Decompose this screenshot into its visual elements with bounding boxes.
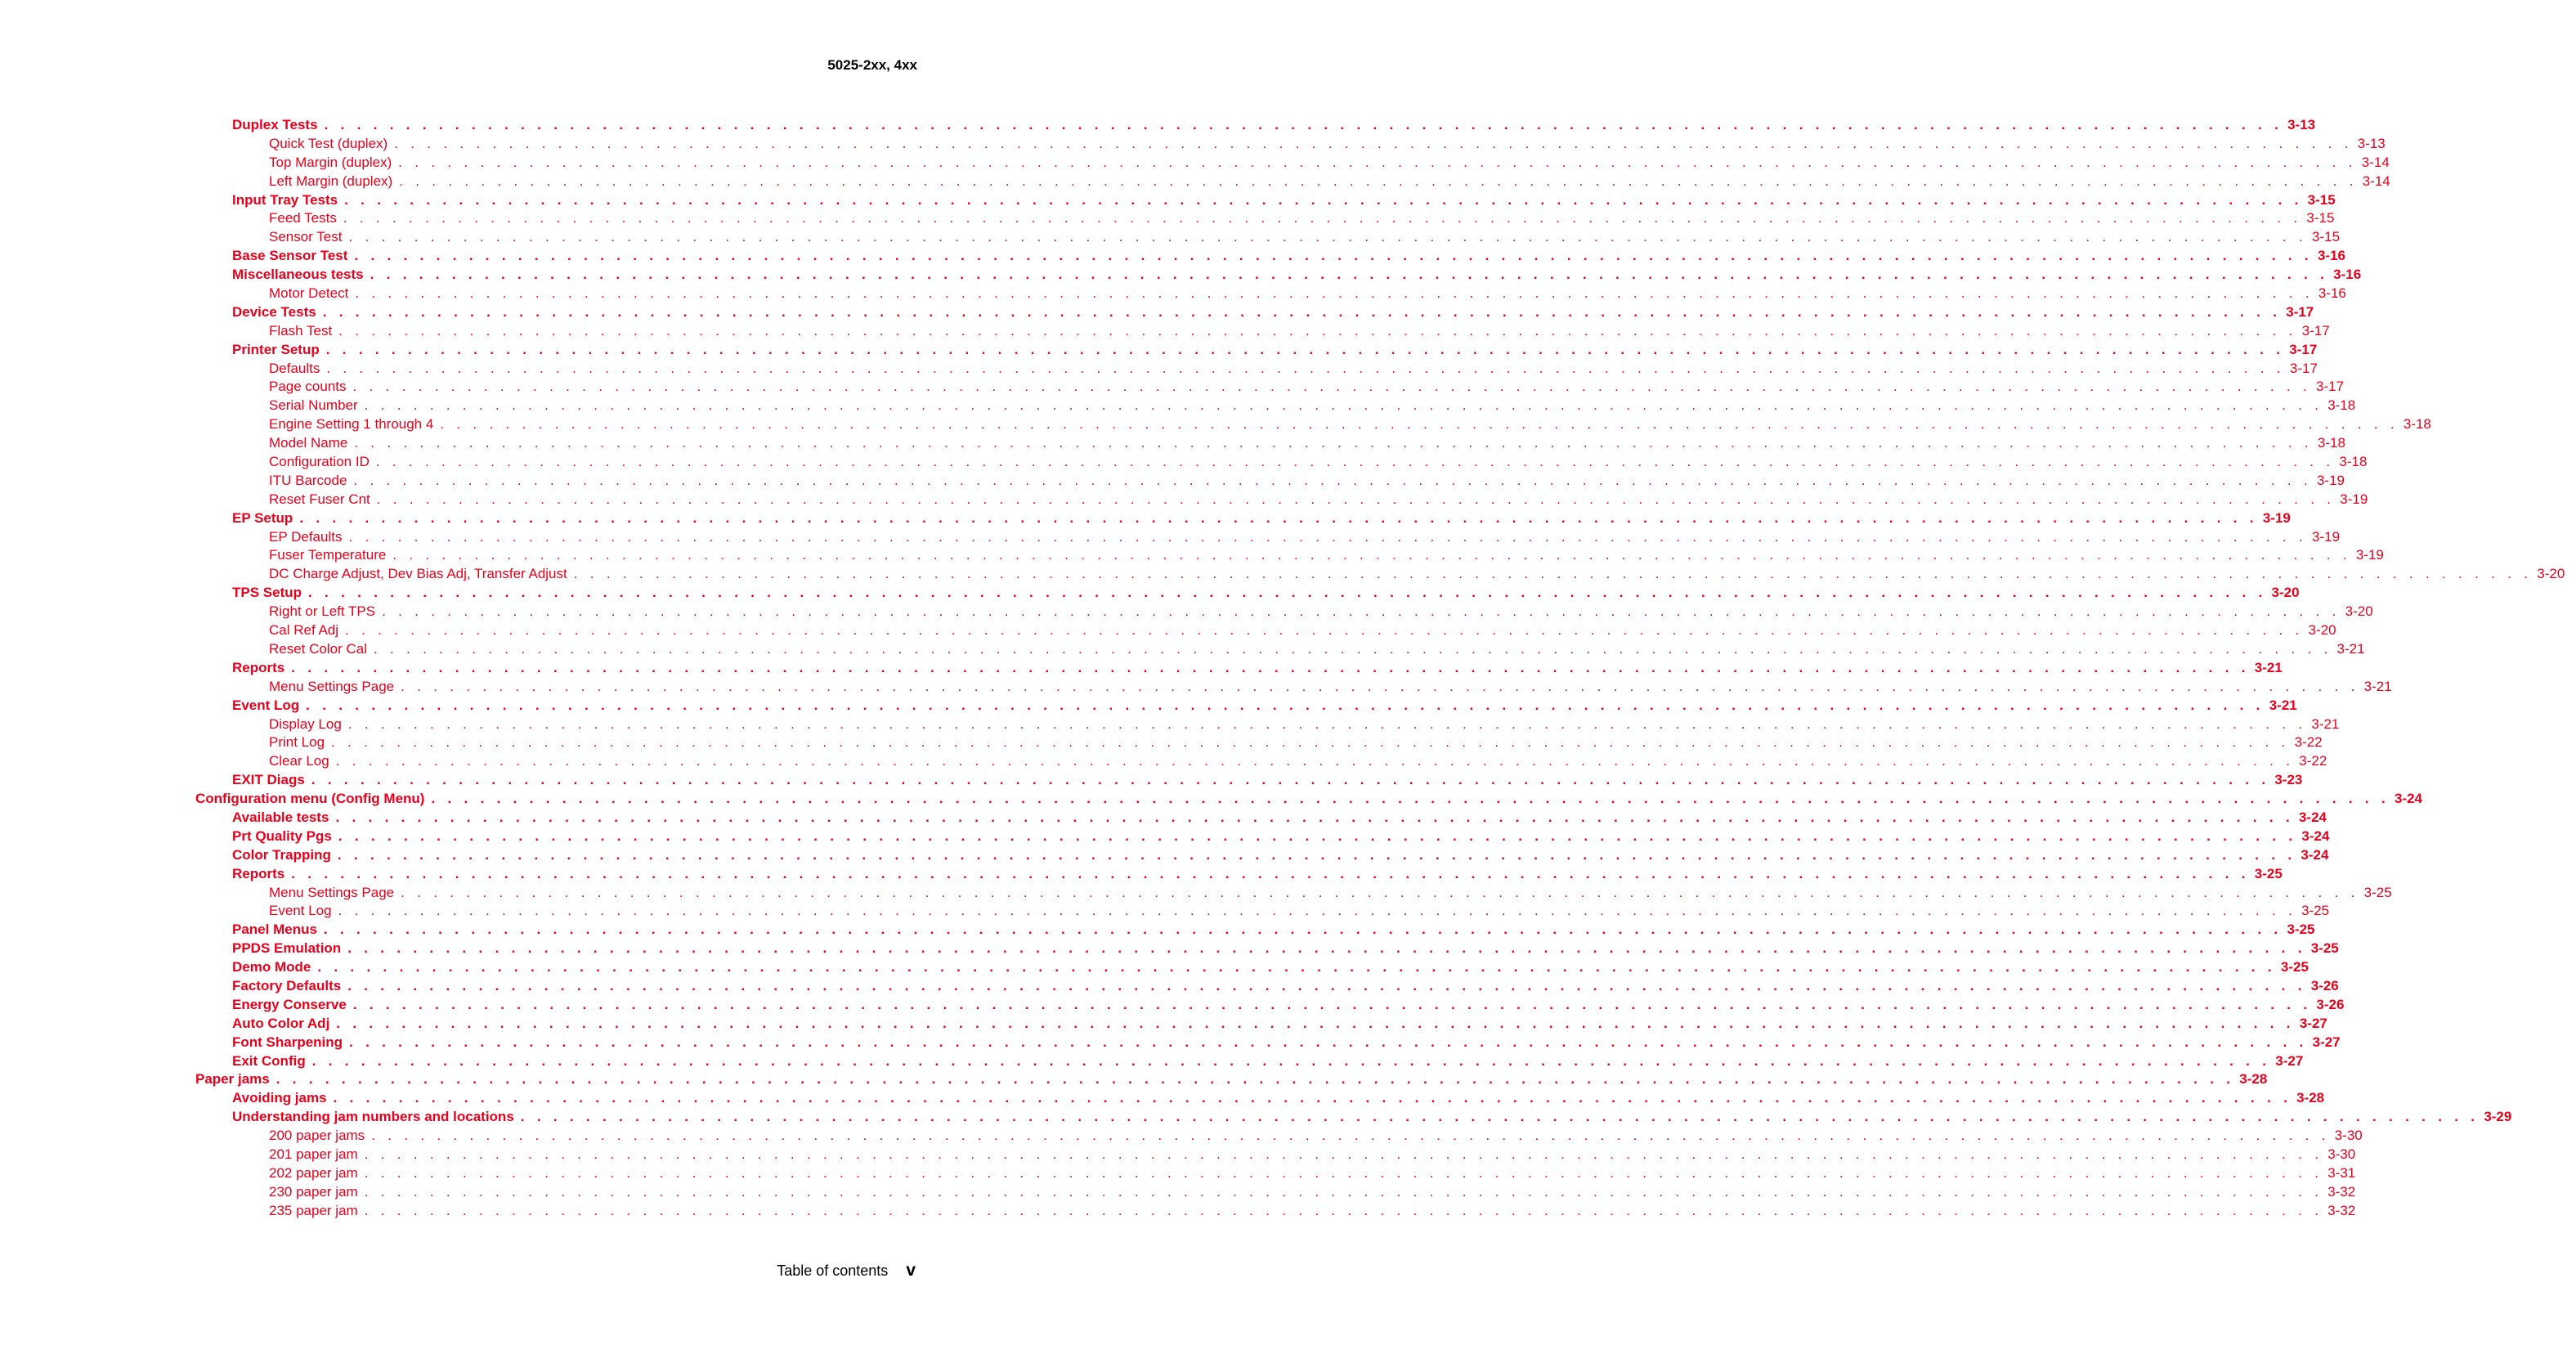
toc-dot-leader: . . . . . . . . . . . . . . . . . . . . . . . . . . . . . . . . . . . . . . . . . . . . . . . . . . . . . . . . . . . . . . . . . . . . . . . . . . . . . . . . . . . . . . . . . . . . . . . . . . . . . . . . . . . . . . . . . . . . . . . . [354,248,2313,264]
table-of-contents [0,116,2565,1221]
toc-entry[interactable] [0,846,2329,865]
toc-entry[interactable] [0,827,2330,846]
toc-dot-leader: . . . . . . . . . . . . . . . . . . . . . . . . . . . . . . . . . . . . . . . . . . . . . . . . . . . . . . . . . . . . . . . . . . . . . . . . . . . . . . . . . . . . . . . . . . . . . . . . . . . . . . . . . . . . . . . . . . . . . . . . [382,603,2341,620]
toc-entry-title: Clear Log [269,753,329,769]
toc-entry-title: Panel Menus [232,922,317,938]
toc-entry-title: Miscellaneous tests [232,267,364,283]
toc-entry-title: Flash Test [269,322,333,339]
toc-entry-page: 3-32 [2327,1183,2356,1200]
toc-entry-page: 3-25 [2280,959,2309,975]
toc-entry-title: 230 paper jam [269,1183,358,1200]
toc-entry-title: Quick Test (duplex) [269,135,388,151]
toc-entry-page: 3-25 [2254,865,2283,881]
toc-entry-title: Sensor Test [269,229,343,245]
toc-entry-title: Input Tray Tests [232,191,338,208]
toc-entry[interactable] [0,154,2390,173]
toc-entry[interactable] [0,173,2390,191]
toc-dot-leader: . . . . . . . . . . . . . . . . . . . . . . . . . . . . . . . . . . . . . . . . . . . . . . . . . . . . . . . . . . . . . . . . . . . . . . . . . . . . . . . . . . . . . . . . . . . . . . . . . . . . . . . . . . . . . . . . . . . . . . . . [338,322,2297,339]
toc-entry-title: Cal Ref Adj [269,622,339,639]
toc-dot-leader: . . . . . . . . . . . . . . . . . . . . . . . . . . . . . . . . . . . . . . . . . . . . . . . . . . . . . . . . . . . . . . . . . . . . . . . . . . . . . . . . . . . . . . . . . . . . . . . . . . . . . . . . . . . . . . . . . . . . . . . . [291,865,2250,881]
toc-dot-leader: . . . . . . . . . . . . . . . . . . . . . . . . . . . . . . . . . . . . . . . . . . . . . . . . . . . . . . . . . . . . . . . . . . . . . . . . . . . . . . . . . . . . . . . . . . . . . . . . . . . . . . . . . . . . . . . . . . . . . . . . [331,734,2290,751]
toc-entry[interactable] [0,546,2384,565]
toc-entry-title: Fuser Temperature [269,547,387,563]
toc-entry[interactable] [0,1202,2356,1221]
toc-dot-leader: . . . . . . . . . . . . . . . . . . . . . . . . . . . . . . . . . . . . . . . . . . . . . . . . . . . . . . . . . . . . . . . . . . . . . . . . . . . . . . . . . . . . . . . . . . . . . . . . . . . . . . . . . . . . . . . . . . . . . . . . [364,1202,2323,1218]
toc-entry-title: Paper jams [195,1071,270,1088]
toc-dot-leader: . . . . . . . . . . . . . . . . . . . . . . . . . . . . . . . . . . . . . . . . . . . . . . . . . . . . . . . . . . . . . . . . . . . . . . . . . . . . . . . . . . . . . . . . . . . . . . . . . . . . . . . . . . . . . . . . . . . . . . . . [352,379,2312,395]
toc-dot-leader: . . . . . . . . . . . . . . . . . . . . . . . . . . . . . . . . . . . . . . . . . . . . . . . . . . . . . . . . . . . . . . . . . . . . . . . . . . . . . . . . . . . . . . . . . . . . . . . . . . . . . . . . . . . . . . . . . . . . . . . . [394,135,2353,151]
toc-entry[interactable] [0,1015,2327,1034]
toc-entry-page: 3-15 [2306,210,2335,226]
toc-entry-page: 3-19 [2262,509,2291,526]
toc-entry[interactable] [0,360,2318,379]
toc-entry-page: 3-24 [2300,846,2329,863]
toc-dot-leader: . . . . . . . . . . . . . . . . . . . . . . . . . . . . . . . . . . . . . . . . . . . . . . . . . . . . . . . . . . . . . . . . . . . . . . . . . . . . . . . . . . . . . . . . . . . . . . . . . . . . . . . . . . . . . . . . . . . . . . . . [376,491,2336,507]
toc-dot-leader: . . . . . . . . . . . . . . . . . . . . . . . . . . . . . . . . . . . . . . . . . . . . . . . . . . . . . . . . . . . . . . . . . . . . . . . . . . . . . . . . . . . . . . . . . . . . . . . . . . . . . . . . . . . . . . . . . . . . . . . . [336,1015,2295,1031]
toc-dot-leader: . . . . . . . . . . . . . . . . . . . . . . . . . . . . . . . . . . . . . . . . . . . . . . . . . . . . . . . . . . . . . . . . . . . . . . . . . . . . . . . . . . . . . . . . . . . . . . . . . . . . . . . . . . . . . . . . . . . . . . . . [573,566,2533,582]
toc-entry-page: 3-19 [2312,528,2341,545]
toc-entry-page: 3-28 [2239,1071,2268,1088]
toc-dot-leader: . . . . . . . . . . . . . . . . . . . . . . . . . . . . . . . . . . . . . . . . . . . . . . . . . . . . . . . . . . . . . . . . . . . . . . . . . . . . . . . . . . . . . . . . . . . . . . . . . . . . . . . . . . . . . . . . . . . . . . . . [306,697,2265,713]
toc-dot-leader: . . . . . . . . . . . . . . . . . . . . . . . . . . . . . . . . . . . . . . . . . . . . . . . . . . . . . . . . . . . . . . . . . . . . . . . . . . . . . . . . . . . . . . . . . . . . . . . . . . . . . . . . . . . . . . . . . . . . . . . . [311,1052,2271,1069]
toc-entry-title: 235 paper jam [269,1202,358,1218]
toc-dot-leader: . . . . . . . . . . . . . . . . . . . . . . . . . . . . . . . . . . . . . . . . . . . . . . . . . . . . . . . . . . . . . . . . . . . . . . . . . . . . . . . . . . . . . . . . . . . . . . . . . . . . . . . . . . . . . . . . . . . . . . . . [520,1109,2480,1125]
toc-dot-leader: . . . . . . . . . . . . . . . . . . . . . . . . . . . . . . . . . . . . . . . . . . . . . . . . . . . . . . . . . . . . . . . . . . . . . . . . . . . . . . . . . . . . . . . . . . . . . . . . . . . . . . . . . . . . . . . . . . . . . . . . [323,922,2283,938]
toc-entry[interactable] [0,809,2327,827]
toc-entry-title: Printer Setup [232,341,320,357]
toc-entry-page: 3-22 [2294,734,2323,751]
toc-entry[interactable] [0,958,2309,977]
toc-entry-page: 3-14 [2362,173,2390,189]
toc-entry-page: 3-20 [2308,622,2336,639]
toc-entry-title: Understanding jam numbers and locations [232,1109,514,1125]
toc-entry-title: Reset Color Cal [269,640,367,657]
toc-entry[interactable] [0,135,2386,154]
footer-label: Table of contents [777,1263,889,1279]
toc-entry-page: 3-18 [2327,397,2356,414]
toc-entry-title: Auto Color Adj [232,1015,330,1031]
toc-dot-leader: . . . . . . . . . . . . . . . . . . . . . . . . . . . . . . . . . . . . . . . . . . . . . . . . . . . . . . . . . . . . . . . . . . . . . . . . . . . . . . . . . . . . . . . . . . . . . . . . . . . . . . . . . . . . . . . . . . . . . . . . [355,285,2314,302]
toc-dot-leader: . . . . . . . . . . . . . . . . . . . . . . . . . . . . . . . . . . . . . . . . . . . . . . . . . . . . . . . . . . . . . . . . . . . . . . . . . . . . . . . . . . . . . . . . . . . . . . . . . . . . . . . . . . . . . . . . . . . . . . . . [354,435,2313,451]
toc-entry[interactable] [0,940,2339,958]
toc-dot-leader: . . . . . . . . . . . . . . . . . . . . . . . . . . . . . . . . . . . . . . . . . . . . . . . . . . . . . . . . . . . . . . . . . . . . . . . . . . . . . . . . . . . . . . . . . . . . . . . . . . . . . . . . . . . . . . . . . . . . . . . . [322,303,2282,320]
toc-entry-title: Menu Settings Page [269,884,395,900]
toc-dot-leader: . . . . . . . . . . . . . . . . . . . . . . . . . . . . . . . . . . . . . . . . . . . . . . . . . . . . . . . . . . . . . . . . . . . . . . . . . . . . . . . . . . . . . . . . . . . . . . . . . . . . . . . . . . . . . . . . . . . . . . . . [364,1146,2323,1162]
toc-entry-page: 3-26 [2316,996,2345,1012]
toc-dot-leader: . . . . . . . . . . . . . . . . . . . . . . . . . . . . . . . . . . . . . . . . . . . . . . . . . . . . . . . . . . . . . . . . . . . . . . . . . . . . . . . . . . . . . . . . . . . . . . . . . . . . . . . . . . . . . . . . . . . . . . . . [317,959,2276,975]
toc-entry-page: 3-21 [2363,678,2392,694]
toc-dot-leader: . . . . . . . . . . . . . . . . . . . . . . . . . . . . . . . . . . . . . . . . . . . . . . . . . . . . . . . . . . . . . . . . . . . . . . . . . . . . . . . . . . . . . . . . . . . . . . . . . . . . . . . . . . . . . . . . . . . . . . . . [326,360,2285,376]
toc-entry-title: Reset Fuser Cnt [269,491,370,507]
toc-entry[interactable] [0,565,2565,584]
toc-entry[interactable] [0,921,2315,940]
toc-dot-leader: . . . . . . . . . . . . . . . . . . . . . . . . . . . . . . . . . . . . . . . . . . . . . . . . . . . . . . . . . . . . . . . . . . . . . . . . . . . . . . . . . . . . . . . . . . . . . . . . . . . . . . . . . . . . . . . . . . . . . . . . [349,1034,2308,1050]
toc-dot-leader: . . . . . . . . . . . . . . . . . . . . . . . . . . . . . . . . . . . . . . . . . . . . . . . . . . . . . . . . . . . . . . . . . . . . . . . . . . . . . . . . . . . . . . . . . . . . . . . . . . . . . . . . . . . . . . . . . . . . . . . . [352,996,2312,1012]
toc-entry[interactable] [0,285,2346,303]
toc-dot-leader: . . . . . . . . . . . . . . . . . . . . . . . . . . . . . . . . . . . . . . . . . . . . . . . . . . . . . . . . . . . . . . . . . . . . . . . . . . . . . . . . . . . . . . . . . . . . . . . . . . . . . . . . . . . . . . . . . . . . . . . . [343,210,2302,226]
toc-entry-page: 3-20 [2345,603,2373,620]
toc-entry-page: 3-27 [2312,1034,2341,1050]
toc-entry-page: 3-15 [2312,229,2341,245]
toc-entry-page: 3-21 [2254,659,2283,675]
toc-entry[interactable] [0,191,2336,210]
toc-entry[interactable] [0,397,2356,415]
toc-entry-title: Demo Mode [232,959,311,975]
toc-entry-title: Display Log [269,715,342,732]
toc-entry-title: Reports [232,865,285,881]
toc-entry-page: 3-15 [2307,191,2336,208]
toc-entry-page: 3-17 [2301,322,2330,339]
page-footer [777,1261,916,1280]
toc-entry-page: 3-21 [2311,715,2340,732]
toc-entry-title: Configuration ID [269,454,370,470]
toc-dot-leader: . . . . . . . . . . . . . . . . . . . . . . . . . . . . . . . . . . . . . . . . . . . . . . . . . . . . . . . . . . . . . . . . . . . . . . . . . . . . . . . . . . . . . . . . . . . . . . . . . . . . . . . . . . . . . . . . . . . . . . . . [440,416,2399,433]
toc-entry[interactable] [0,1034,2341,1052]
toc-entry-page: 3-16 [2317,248,2345,264]
toc-entry-title: Font Sharpening [232,1034,343,1050]
toc-entry-page: 3-17 [2286,303,2314,320]
toc-entry-title: Color Trapping [232,846,331,863]
toc-entry-page: 3-18 [2403,416,2431,433]
toc-entry[interactable] [0,453,2368,472]
toc-entry-page: 3-21 [2269,697,2297,713]
toc-dot-leader: . . . . . . . . . . . . . . . . . . . . . . . . . . . . . . . . . . . . . . . . . . . . . . . . . . . . . . . . . . . . . . . . . . . . . . . . . . . . . . . . . . . . . . . . . . . . . . . . . . . . . . . . . . . . . . . . . . . . . . . . [348,528,2307,545]
toc-entry-title: DC Charge Adjust, Dev Bias Adj, Transfer Adjust [269,566,567,582]
page-header-model: 5025-2xx, 4xx [827,57,917,73]
toc-entry-page: 3-20 [2271,585,2300,601]
toc-entry-title: Right or Left TPS [269,603,376,620]
toc-entry[interactable] [0,1127,2363,1146]
toc-entry-page: 3-19 [2340,491,2368,507]
toc-entry-title: Exit Config [232,1052,306,1069]
toc-dot-leader: . . . . . . . . . . . . . . . . . . . . . . . . . . . . . . . . . . . . . . . . . . . . . . . . . . . . . . . . . . . . . . . . . . . . . . . . . . . . . . . . . . . . . . . . . . . . . . . . . . . . . . . . . . . . . . . . . . . . . . . . [335,753,2295,769]
toc-entry-page: 3-27 [2299,1015,2327,1031]
toc-entry[interactable] [0,116,2316,135]
toc-entry-title: Configuration menu (Config Menu) [195,791,425,807]
toc-entry[interactable] [0,1052,2304,1071]
toc-entry[interactable] [0,1183,2356,1202]
toc-entry-title: Energy Conserve [232,996,347,1012]
toc-dot-leader: . . . . . . . . . . . . . . . . . . . . . . . . . . . . . . . . . . . . . . . . . . . . . . . . . . . . . . . . . . . . . . . . . . . . . . . . . . . . . . . . . . . . . . . . . . . . . . . . . . . . . . . . . . . . . . . . . . . . . . . . [345,622,2304,639]
toc-entry-title: 201 paper jam [269,1146,358,1162]
toc-entry-title: Base Sensor Test [232,248,348,264]
toc-entry[interactable] [0,884,2392,903]
toc-entry[interactable] [0,1070,2268,1089]
toc-entry-title: Print Log [269,734,325,751]
toc-entry-title: Factory Defaults [232,977,342,993]
toc-entry[interactable] [0,415,2431,434]
toc-entry-page: 3-17 [2289,341,2318,357]
toc-dot-leader: . . . . . . . . . . . . . . . . . . . . . . . . . . . . . . . . . . . . . . . . . . . . . . . . . . . . . . . . . . . . . . . . . . . . . . . . . . . . . . . . . . . . . . . . . . . . . . . . . . . . . . . . . . . . . . . . . . . . . . . . [399,173,2358,189]
toc-dot-leader: . . . . . . . . . . . . . . . . . . . . . . . . . . . . . . . . . . . . . . . . . . . . . . . . . . . . . . . . . . . . . . . . . . . . . . . . . . . . . . . . . . . . . . . . . . . . . . . . . . . . . . . . . . . . . . . . . . . . . . . . [371,1128,2330,1144]
toc-entry-title: Engine Setting 1 through 4 [269,416,434,433]
toc-dot-leader: . . . . . . . . . . . . . . . . . . . . . . . . . . . . . . . . . . . . . . . . . . . . . . . . . . . . . . . . . . . . . . . . . . . . . . . . . . . . . . . . . . . . . . . . . . . . . . . . . . . . . . . . . . . . . . . . . . . . . . . . [347,977,2306,993]
toc-entry[interactable] [0,715,2340,734]
toc-entry-title: Duplex Tests [232,117,318,132]
toc-entry[interactable] [0,303,2314,322]
toc-entry[interactable] [0,509,2291,528]
toc-entry[interactable] [0,491,2368,509]
toc-entry-title: 200 paper jams [269,1128,365,1144]
toc-entry-title: Feed Tests [269,210,337,226]
toc-entry-title: Left Margin (duplex) [269,173,393,189]
toc-entry[interactable] [0,434,2345,453]
toc-entry[interactable] [0,771,2303,790]
toc-entry-title: Page counts [269,379,347,395]
toc-entry[interactable] [0,752,2327,771]
toc-entry-title: Reports [232,659,285,675]
toc-entry-page: 3-27 [2275,1052,2304,1069]
toc-entry[interactable] [0,865,2283,884]
toc-entry-page: 3-19 [2355,547,2384,563]
toc-entry-page: 3-24 [2394,791,2423,807]
toc-dot-leader: . . . . . . . . . . . . . . . . . . . . . . . . . . . . . . . . . . . . . . . . . . . . . . . . . . . . . . . . . . . . . . . . . . . . . . . . . . . . . . . . . . . . . . . . . . . . . . . . . . . . . . . . . . . . . . . . . . . . . . . . [364,1183,2323,1200]
toc-entry-page: 3-30 [2334,1128,2363,1144]
toc-entry-page: 3-21 [2336,640,2365,657]
toc-entry[interactable] [0,472,2345,491]
toc-entry[interactable] [0,640,2365,659]
toc-entry-page: 3-20 [2537,566,2565,582]
toc-dot-leader: . . . . . . . . . . . . . . . . . . . . . . . . . . . . . . . . . . . . . . . . . . . . . . . . . . . . . . . . . . . . . . . . . . . . . . . . . . . . . . . . . . . . . . . . . . . . . . . . . . . . . . . . . . . . . . . . . . . . . . . . [370,267,2329,283]
toc-dot-leader: . . . . . . . . . . . . . . . . . . . . . . . . . . . . . . . . . . . . . . . . . . . . . . . . . . . . . . . . . . . . . . . . . . . . . . . . . . . . . . . . . . . . . . . . . . . . . . . . . . . . . . . . . . . . . . . . . . . . . . . . [375,454,2335,470]
toc-entry-page: 3-29 [2484,1109,2512,1125]
toc-entry-page: 3-13 [2287,117,2316,132]
toc-dot-leader: . . . . . . . . . . . . . . . . . . . . . . . . . . . . . . . . . . . . . . . . . . . . . . . . . . . . . . . . . . . . . . . . . . . . . . . . . . . . . . . . . . . . . . . . . . . . . . . . . . . . . . . . . . . . . . . . . . . . . . . . [324,117,2283,132]
toc-entry-page: 3-22 [2299,753,2327,769]
toc-dot-leader: . . . . . . . . . . . . . . . . . . . . . . . . . . . . . . . . . . . . . . . . . . . . . . . . . . . . . . . . . . . . . . . . . . . . . . . . . . . . . . . . . . . . . . . . . . . . . . . . . . . . . . . . . . . . . . . . . . . . . . . . [392,547,2351,563]
toc-dot-leader: . . . . . . . . . . . . . . . . . . . . . . . . . . . . . . . . . . . . . . . . . . . . . . . . . . . . . . . . . . . . . . . . . . . . . . . . . . . . . . . . . . . . . . . . . . . . . . . . . . . . . . . . . . . . . . . . . . . . . . . . [398,154,2357,170]
toc-entry-page: 3-25 [2301,903,2330,919]
toc-dot-leader: . . . . . . . . . . . . . . . . . . . . . . . . . . . . . . . . . . . . . . . . . . . . . . . . . . . . . . . . . . . . . . . . . . . . . . . . . . . . . . . . . . . . . . . . . . . . . . . . . . . . . . . . . . . . . . . . . . . . . . . . [276,1071,2235,1088]
toc-dot-leader: . . . . . . . . . . . . . . . . . . . . . . . . . . . . . . . . . . . . . . . . . . . . . . . . . . . . . . . . . . . . . . . . . . . . . . . . . . . . . . . . . . . . . . . . . . . . . . . . . . . . . . . . . . . . . . . . . . . . . . . . [299,509,2258,526]
toc-entry[interactable] [0,1146,2356,1164]
toc-entry-page: 3-16 [2318,285,2346,302]
toc-entry[interactable] [0,378,2345,397]
toc-entry-page: 3-31 [2327,1164,2356,1181]
toc-entry-page: 3-28 [2296,1090,2325,1106]
toc-entry[interactable] [0,996,2345,1015]
toc-entry[interactable] [0,1089,2325,1108]
toc-entry-title: Prt Quality Pgs [232,827,332,844]
toc-dot-leader: . . . . . . . . . . . . . . . . . . . . . . . . . . . . . . . . . . . . . . . . . . . . . . . . . . . . . . . . . . . . . . . . . . . . . . . . . . . . . . . . . . . . . . . . . . . . . . . . . . . . . . . . . . . . . . . . . . . . . . . . [348,229,2307,245]
toc-entry[interactable] [0,621,2336,640]
toc-entry-title: EP Setup [232,509,293,526]
toc-entry[interactable] [0,733,2323,752]
toc-entry-title: ITU Barcode [269,472,347,488]
toc-entry-page: 3-26 [2310,977,2339,993]
toc-entry-page: 3-18 [2317,435,2345,451]
toc-dot-leader: . . . . . . . . . . . . . . . . . . . . . . . . . . . . . . . . . . . . . . . . . . . . . . . . . . . . . . . . . . . . . . . . . . . . . . . . . . . . . . . . . . . . . . . . . . . . . . . . . . . . . . . . . . . . . . . . . . . . . . . . [353,472,2312,488]
toc-entry-page: 3-32 [2327,1202,2356,1218]
toc-entry-title: TPS Setup [232,585,302,601]
toc-dot-leader: . . . . . . . . . . . . . . . . . . . . . . . . . . . . . . . . . . . . . . . . . . . . . . . . . . . . . . . . . . . . . . . . . . . . . . . . . . . . . . . . . . . . . . . . . . . . . . . . . . . . . . . . . . . . . . . . . . . . . . . . [337,846,2296,863]
toc-entry[interactable] [0,659,2283,678]
toc-entry[interactable] [0,228,2341,247]
toc-dot-leader: . . . . . . . . . . . . . . . . . . . . . . . . . . . . . . . . . . . . . . . . . . . . . . . . . . . . . . . . . . . . . . . . . . . . . . . . . . . . . . . . . . . . . . . . . . . . . . . . . . . . . . . . . . . . . . . . . . . . . . . . [333,1090,2292,1106]
toc-dot-leader: . . . . . . . . . . . . . . . . . . . . . . . . . . . . . . . . . . . . . . . . . . . . . . . . . . . . . . . . . . . . . . . . . . . . . . . . . . . . . . . . . . . . . . . . . . . . . . . . . . . . . . . . . . . . . . . . . . . . . . . . [431,791,2390,807]
toc-entry-title: Defaults [269,360,320,376]
toc-entry[interactable] [0,790,2423,809]
toc-entry[interactable] [0,902,2330,921]
toc-entry-title: Top Margin (duplex) [269,154,392,170]
toc-entry-page: 3-24 [2301,827,2330,844]
toc-dot-leader: . . . . . . . . . . . . . . . . . . . . . . . . . . . . . . . . . . . . . . . . . . . . . . . . . . . . . . . . . . . . . . . . . . . . . . . . . . . . . . . . . . . . . . . . . . . . . . . . . . . . . . . . . . . . . . . . . . . . . . . . [364,397,2323,414]
toc-dot-leader: . . . . . . . . . . . . . . . . . . . . . . . . . . . . . . . . . . . . . . . . . . . . . . . . . . . . . . . . . . . . . . . . . . . . . . . . . . . . . . . . . . . . . . . . . . . . . . . . . . . . . . . . . . . . . . . . . . . . . . . . [347,715,2307,732]
toc-dot-leader: . . . . . . . . . . . . . . . . . . . . . . . . . . . . . . . . . . . . . . . . . . . . . . . . . . . . . . . . . . . . . . . . . . . . . . . . . . . . . . . . . . . . . . . . . . . . . . . . . . . . . . . . . . . . . . . . . . . . . . . . [291,659,2250,675]
toc-dot-leader: . . . . . . . . . . . . . . . . . . . . . . . . . . . . . . . . . . . . . . . . . . . . . . . . . . . . . . . . . . . . . . . . . . . . . . . . . . . . . . . . . . . . . . . . . . . . . . . . . . . . . . . . . . . . . . . . . . . . . . . . [401,678,2359,694]
toc-dot-leader: . . . . . . . . . . . . . . . . . . . . . . . . . . . . . . . . . . . . . . . . . . . . . . . . . . . . . . . . . . . . . . . . . . . . . . . . . . . . . . . . . . . . . . . . . . . . . . . . . . . . . . . . . . . . . . . . . . . . . . . . [335,809,2294,825]
toc-dot-leader: . . . . . . . . . . . . . . . . . . . . . . . . . . . . . . . . . . . . . . . . . . . . . . . . . . . . . . . . . . . . . . . . . . . . . . . . . . . . . . . . . . . . . . . . . . . . . . . . . . . . . . . . . . . . . . . . . . . . . . . . [347,940,2306,957]
toc-entry-page: 3-25 [2287,922,2315,938]
toc-dot-leader: . . . . . . . . . . . . . . . . . . . . . . . . . . . . . . . . . . . . . . . . . . . . . . . . . . . . . . . . . . . . . . . . . . . . . . . . . . . . . . . . . . . . . . . . . . . . . . . . . . . . . . . . . . . . . . . . . . . . . . . . [308,585,2267,601]
toc-entry[interactable] [0,341,2318,360]
toc-entry[interactable] [0,1108,2512,1127]
toc-entry[interactable] [0,584,2300,603]
toc-entry-page: 3-30 [2327,1146,2356,1162]
toc-entry-page: 3-13 [2357,135,2386,151]
toc-entry[interactable] [0,697,2297,715]
toc-entry-page: 3-17 [2289,360,2318,376]
toc-dot-leader: . . . . . . . . . . . . . . . . . . . . . . . . . . . . . . . . . . . . . . . . . . . . . . . . . . . . . . . . . . . . . . . . . . . . . . . . . . . . . . . . . . . . . . . . . . . . . . . . . . . . . . . . . . . . . . . . . . . . . . . . [344,191,2303,208]
toc-dot-leader: . . . . . . . . . . . . . . . . . . . . . . . . . . . . . . . . . . . . . . . . . . . . . . . . . . . . . . . . . . . . . . . . . . . . . . . . . . . . . . . . . . . . . . . . . . . . . . . . . . . . . . . . . . . . . . . . . . . . . . . . [311,772,2270,788]
toc-entry-page: 3-23 [2274,772,2303,788]
toc-entry[interactable] [0,266,2362,285]
toc-dot-leader: . . . . . . . . . . . . . . . . . . . . . . . . . . . . . . . . . . . . . . . . . . . . . . . . . . . . . . . . . . . . . . . . . . . . . . . . . . . . . . . . . . . . . . . . . . . . . . . . . . . . . . . . . . . . . . . . . . . . . . . . [401,884,2359,900]
toc-entry-title: Model Name [269,435,348,451]
toc-entry-page: 3-25 [2363,884,2392,900]
toc-entry[interactable] [0,209,2335,228]
toc-dot-leader: . . . . . . . . . . . . . . . . . . . . . . . . . . . . . . . . . . . . . . . . . . . . . . . . . . . . . . . . . . . . . . . . . . . . . . . . . . . . . . . . . . . . . . . . . . . . . . . . . . . . . . . . . . . . . . . . . . . . . . . . [374,640,2332,657]
toc-entry-title: Menu Settings Page [269,678,395,694]
toc-entry[interactable] [0,603,2373,621]
toc-entry[interactable] [0,322,2330,341]
toc-entry-title: Event Log [269,903,332,919]
toc-entry-page: 3-16 [2333,267,2362,283]
toc-entry-title: Device Tests [232,303,316,320]
toc-entry-title: EXIT Diags [232,772,305,788]
toc-entry-title: Motor Detect [269,285,349,302]
toc-entry-title: Serial Number [269,397,358,414]
toc-entry-page: 3-17 [2316,379,2345,395]
toc-entry-title: PPDS Emulation [232,940,342,957]
toc-entry-page: 3-14 [2361,154,2390,170]
toc-entry-title: EP Defaults [269,528,343,545]
toc-entry-page: 3-25 [2310,940,2339,957]
toc-entry[interactable] [0,678,2392,697]
toc-dot-leader: . . . . . . . . . . . . . . . . . . . . . . . . . . . . . . . . . . . . . . . . . . . . . . . . . . . . . . . . . . . . . . . . . . . . . . . . . . . . . . . . . . . . . . . . . . . . . . . . . . . . . . . . . . . . . . . . . . . . . . . . [338,903,2297,919]
toc-entry-page: 3-24 [2298,809,2327,825]
toc-entry[interactable] [0,247,2345,266]
toc-entry[interactable] [0,977,2339,996]
footer-page-number: v [906,1261,916,1280]
toc-entry-page: 3-19 [2316,472,2345,488]
toc-dot-leader: . . . . . . . . . . . . . . . . . . . . . . . . . . . . . . . . . . . . . . . . . . . . . . . . . . . . . . . . . . . . . . . . . . . . . . . . . . . . . . . . . . . . . . . . . . . . . . . . . . . . . . . . . . . . . . . . . . . . . . . . [338,827,2297,844]
toc-entry-title: Avoiding jams [232,1090,327,1106]
toc-entry-title: Event Log [232,697,300,713]
toc-entry[interactable] [0,1164,2356,1183]
toc-entry-title: Available tests [232,809,329,825]
toc-dot-leader: . . . . . . . . . . . . . . . . . . . . . . . . . . . . . . . . . . . . . . . . . . . . . . . . . . . . . . . . . . . . . . . . . . . . . . . . . . . . . . . . . . . . . . . . . . . . . . . . . . . . . . . . . . . . . . . . . . . . . . . . [325,341,2285,357]
toc-entry-page: 3-18 [2339,454,2368,470]
toc-dot-leader: . . . . . . . . . . . . . . . . . . . . . . . . . . . . . . . . . . . . . . . . . . . . . . . . . . . . . . . . . . . . . . . . . . . . . . . . . . . . . . . . . . . . . . . . . . . . . . . . . . . . . . . . . . . . . . . . . . . . . . . . [364,1164,2323,1181]
toc-entry[interactable] [0,528,2341,547]
toc-entry-title: 202 paper jam [269,1164,358,1181]
